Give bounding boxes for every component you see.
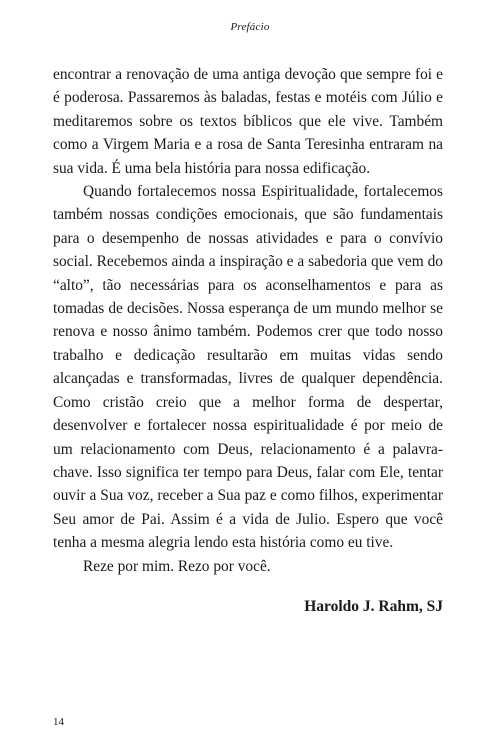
paragraph-closing: Reze por mim. Rezo por você. [83,557,271,575]
page-number: 14 [53,716,64,728]
paragraph-continuation: encontrar a renovação de uma antiga devoção que sempre foi e é poderosa. Passaremos às baladas, festas e motéis com Júlio e meditaremos sobre os textos bíblicos que ele vive. Também como a Virgem Maria e a rosa de Santa Teresinha entraram na sua vida. É uma bela história para nossa edificação. [53,66,443,177]
body-text [53,63,443,578]
author-signature: Haroldo J. Rahm, SJ [304,598,443,615]
paragraph-spirituality: Quando fortalecemos nossa Espiritualidade, fortalecemos também nossas condições emocionais, que são fundamentais para o desempenho de nossas atividades e para o convívio social. Recebemos ainda a inspiração e a sabedoria que vem do “alto”, tão necessárias para os aconselhamentos e para as tomadas de decisões. Nossa esperança de um mundo melhor se renova e nosso ânimo também. Podemos crer que todo nosso trabalho e dedicação resultarão em muitas vidas sendo alcançadas e transformadas, livres de qualquer dependência. Como cristão creio que a melhor forma de despertar, desenvolver e fortalecer nossa espiritualidade é por meio de um relacionamento com Deus, relacionamento é a palavra-chave. Isso significa ter tempo para Deus, falar com Ele, tentar ouvir a Sua voz, receber a Sua paz e como filhos, experimentar Seu amor de Pai. Assim é a vida de Julio. Espero que você tenha a mesma alegria lendo esta história como eu tive. [53,183,443,552]
running-header: Prefácio [230,21,270,33]
